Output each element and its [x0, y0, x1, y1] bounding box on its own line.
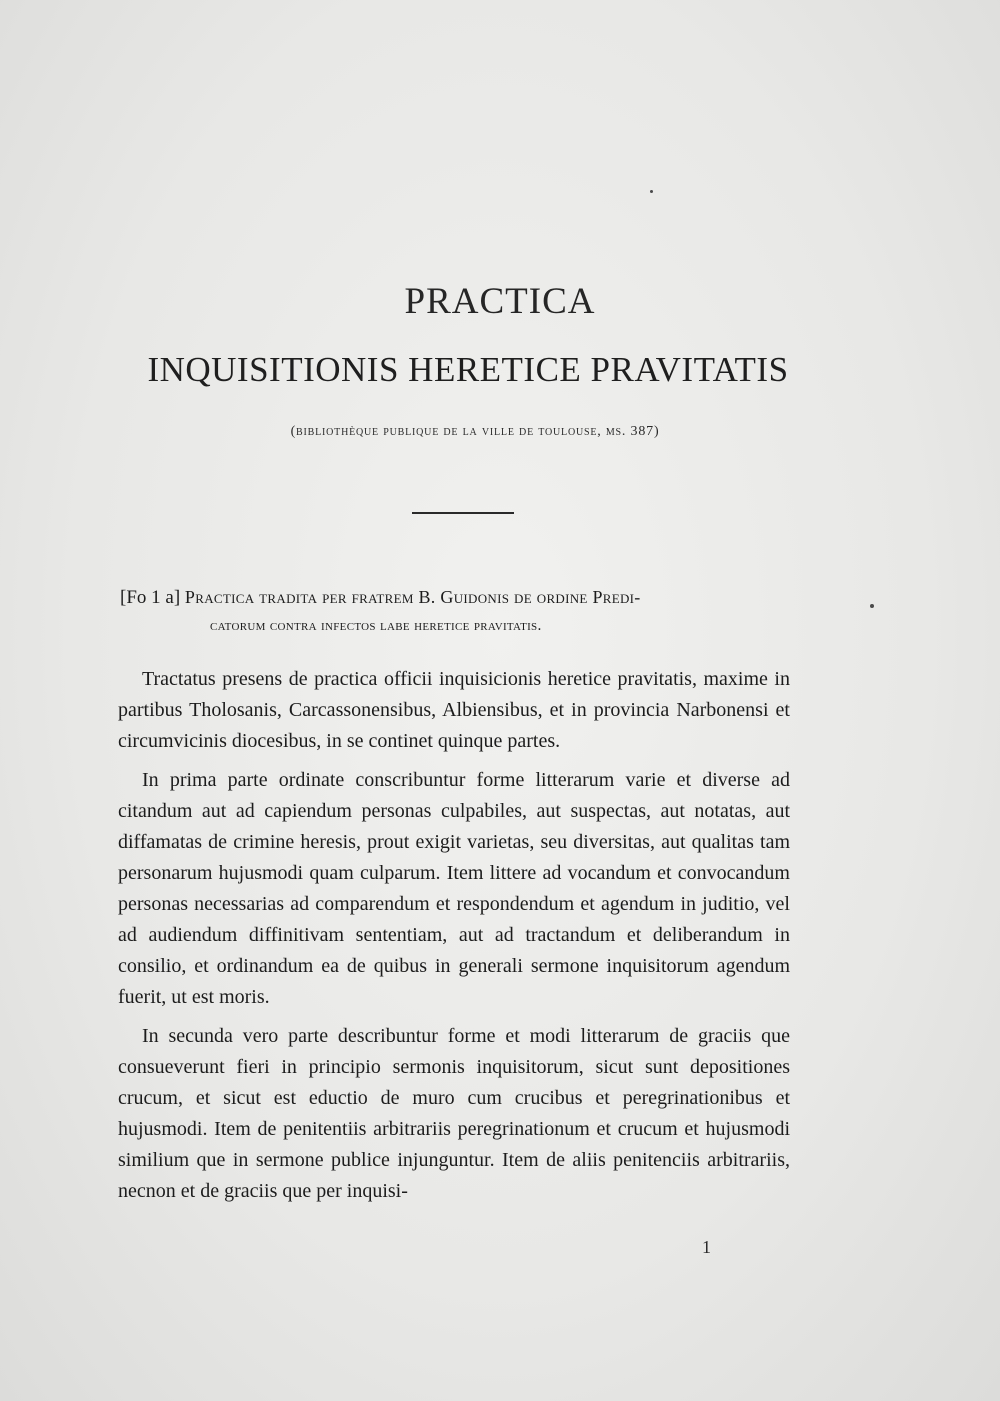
page-number: 1 [702, 1237, 711, 1257]
source-open: ( [290, 424, 297, 439]
heading-line-1 [120, 583, 820, 612]
paragraph-2: In prima parte ordinate conscribuntur forme litterarum varie et diverse ad citandum aut ad capiendum personas culpabiles, aut suspectas, aut notatas, aut diffamatas de crimine heresis, prout exigit varietas, seu diversitas, aut qualitas tam personarum hujusmodi quam culparum. Item littere ad vocandum et convocandum personas necessarias ad comparendum et respondendum et agendum in juditio, vel ad audiendum diffinitivam sententiam, aut ad tractandum et deliberandum in consilio, et ordinandum ea de quibus in generali sermone inquisitorum agendum fuerit, ut est moris. [118, 769, 790, 1008]
title: PRACTICA [404, 281, 596, 322]
source-line [195, 424, 755, 440]
folio-reference: [Fo 1 a] [120, 587, 181, 608]
subtitle: INQUISITIONIS HERETICE PRAVITATIS [147, 350, 789, 389]
body-text [118, 664, 790, 1215]
heading-line-1-text: Practica tradita per fratrem B. Guidonis de ordine Predi- [184, 587, 641, 607]
source-text: bibliothèque publique de la ville de toulouse, ms. [296, 424, 627, 439]
ink-speck [650, 190, 653, 193]
divider-rule [412, 512, 514, 514]
source-number: 387) [630, 424, 660, 439]
ink-speck [870, 604, 874, 608]
paragraph-1: Tractatus presens de practica officii inquisicionis heretice pravitatis, maxime in partibus Tholosanis, Carcassonensibus, Albiensibus, et in provincia Narbonensi et circumvicinis diocesibus, in se continet quinque partes. [118, 668, 790, 752]
heading-line-2: catorum contra infectos labe heretice pravitatis. [210, 617, 542, 634]
paragraph-3: In secunda vero parte describuntur forme et modi litterarum de graciis que consueverunt fieri in principio sermonis inquisitorum, sicut sunt depositiones crucum, et sicut est eductio de muro cum crucibus et peregrinationibus et hujusmodi. Item de penitentiis arbitrariis peregrinationum et crucum et hujusmodi similium que in sermone publice injunguntur. Item de aliis penitenciis arbitrariis, necnon et de graciis que per inquisi- [118, 1025, 790, 1202]
section-heading [120, 583, 820, 640]
